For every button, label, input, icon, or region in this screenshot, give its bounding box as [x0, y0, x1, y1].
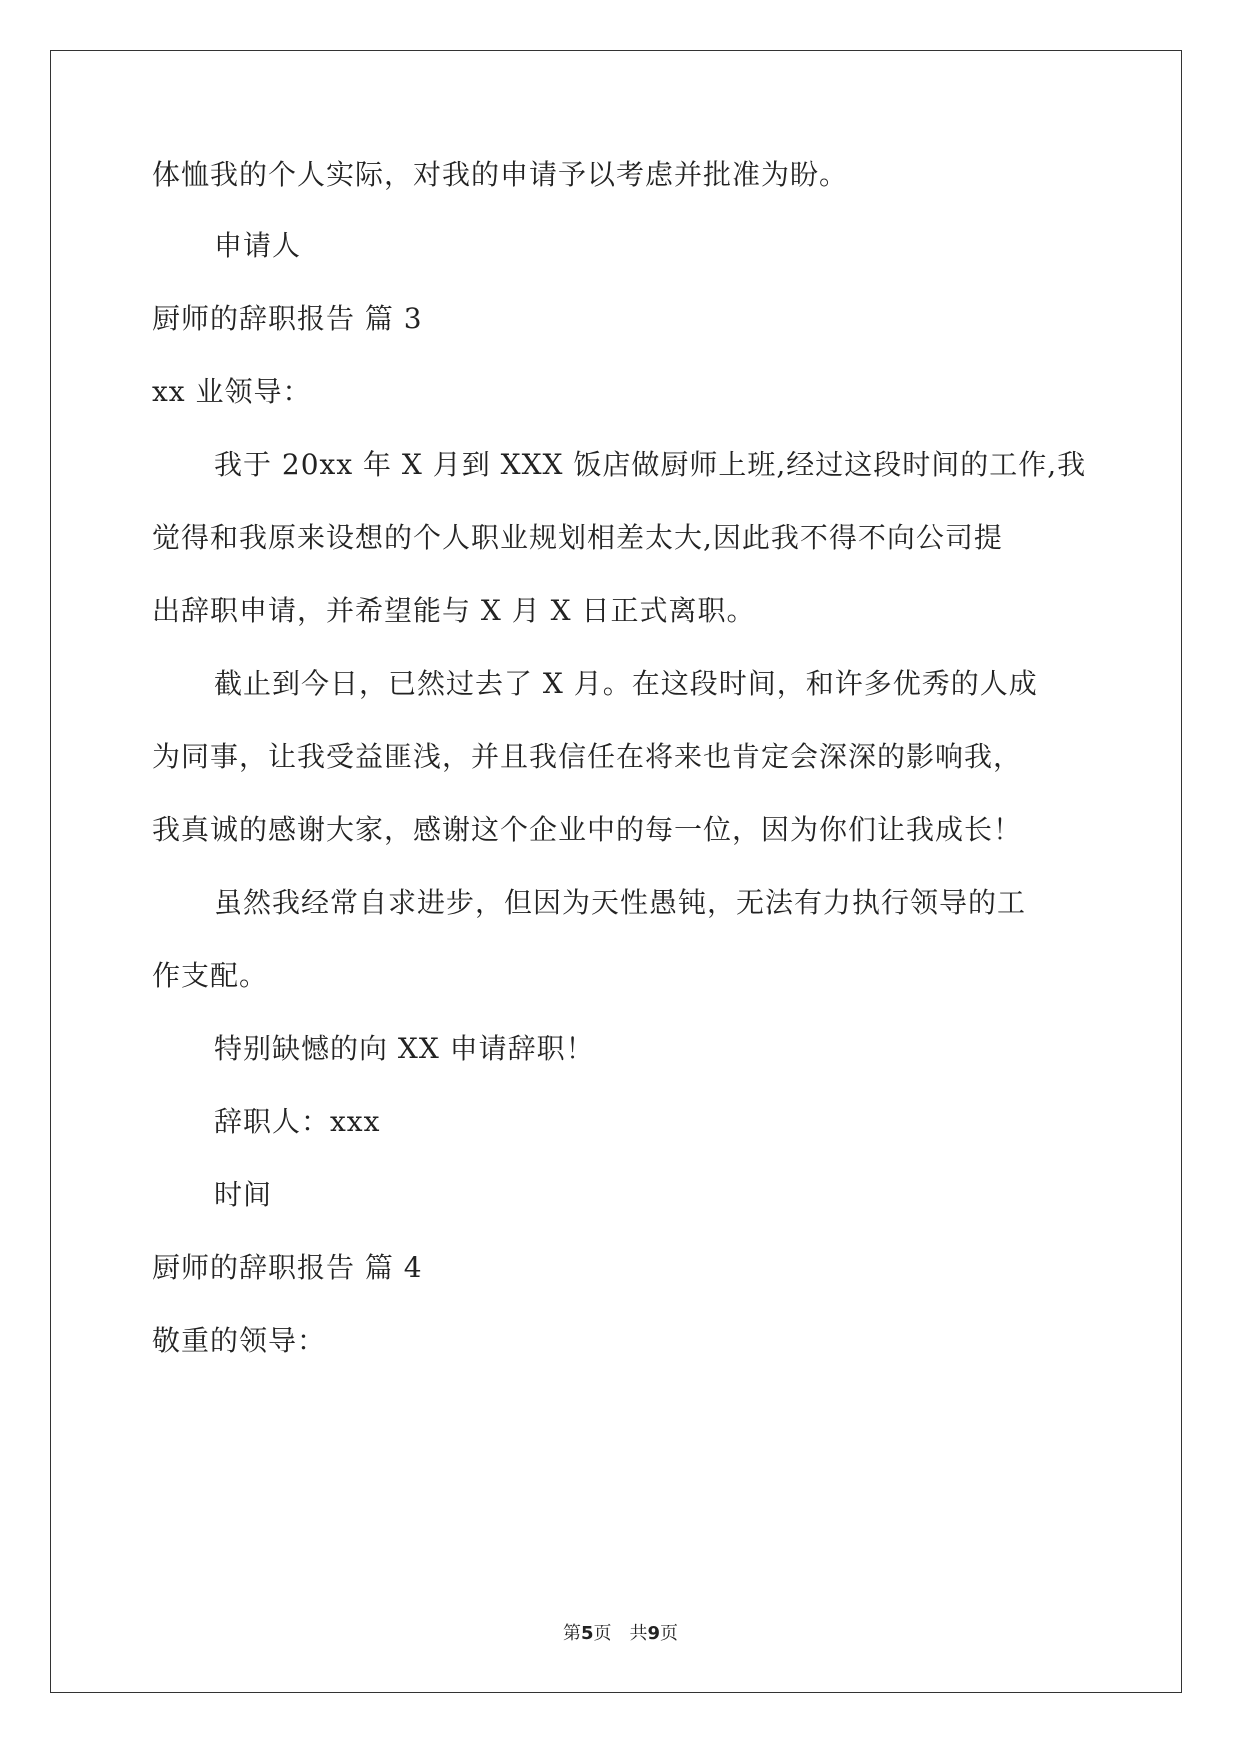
text-line: 作支配。 — [152, 959, 269, 992]
text-line: 觉得和我原来设想的个人职业规划相差太大,因此我不得不向公司提 — [152, 521, 1003, 554]
text-line: 我于 20xx 年 X 月到 XXX 饭店做厨师上班,经过这段时间的工作,我 — [214, 448, 1087, 481]
footer-page-number: 5 — [580, 1623, 594, 1644]
footer-suffix: 页 — [660, 1623, 679, 1644]
text-line: 为同事，让我受益匪浅，并且我信任在将来也肯定会深深的影响我， — [152, 740, 1023, 773]
section-heading: 厨师的辞职报告 篇 3 — [152, 302, 423, 335]
footer-total-pages: 9 — [647, 1623, 661, 1644]
footer-total-prefix: 共 — [629, 1623, 648, 1644]
text-line: 截止到今日，已然过去了 X 月。在这段时间，和许多优秀的人成 — [214, 667, 1038, 700]
signature-label: 申请人 — [214, 229, 302, 262]
page-border — [50, 50, 1182, 1693]
footer-page-unit: 页 — [593, 1623, 612, 1644]
text-line: 特别缺憾的向 XX 申请辞职！ — [214, 1032, 595, 1065]
section-heading: 厨师的辞职报告 篇 4 — [152, 1251, 423, 1284]
text-line: 体恤我的个人实际，对我的申请予以考虑并批准为盼。 — [152, 158, 849, 191]
text-line: 出辞职申请，并希望能与 X 月 X 日正式离职。 — [152, 594, 756, 627]
salutation: xx 业领导： — [152, 375, 312, 408]
text-line: 虽然我经常自求进步，但因为天性愚钝，无法有力执行领导的工 — [214, 886, 1027, 919]
footer-prefix: 第 — [562, 1623, 581, 1644]
page-footer — [0, 1622, 1241, 1646]
resigner-line: 辞职人：xxx — [214, 1105, 381, 1138]
date-label: 时间 — [214, 1178, 273, 1211]
text-line: 我真诚的感谢大家，感谢这个企业中的每一位，因为你们让我成长！ — [152, 813, 1023, 846]
salutation: 敬重的领导： — [152, 1324, 327, 1357]
